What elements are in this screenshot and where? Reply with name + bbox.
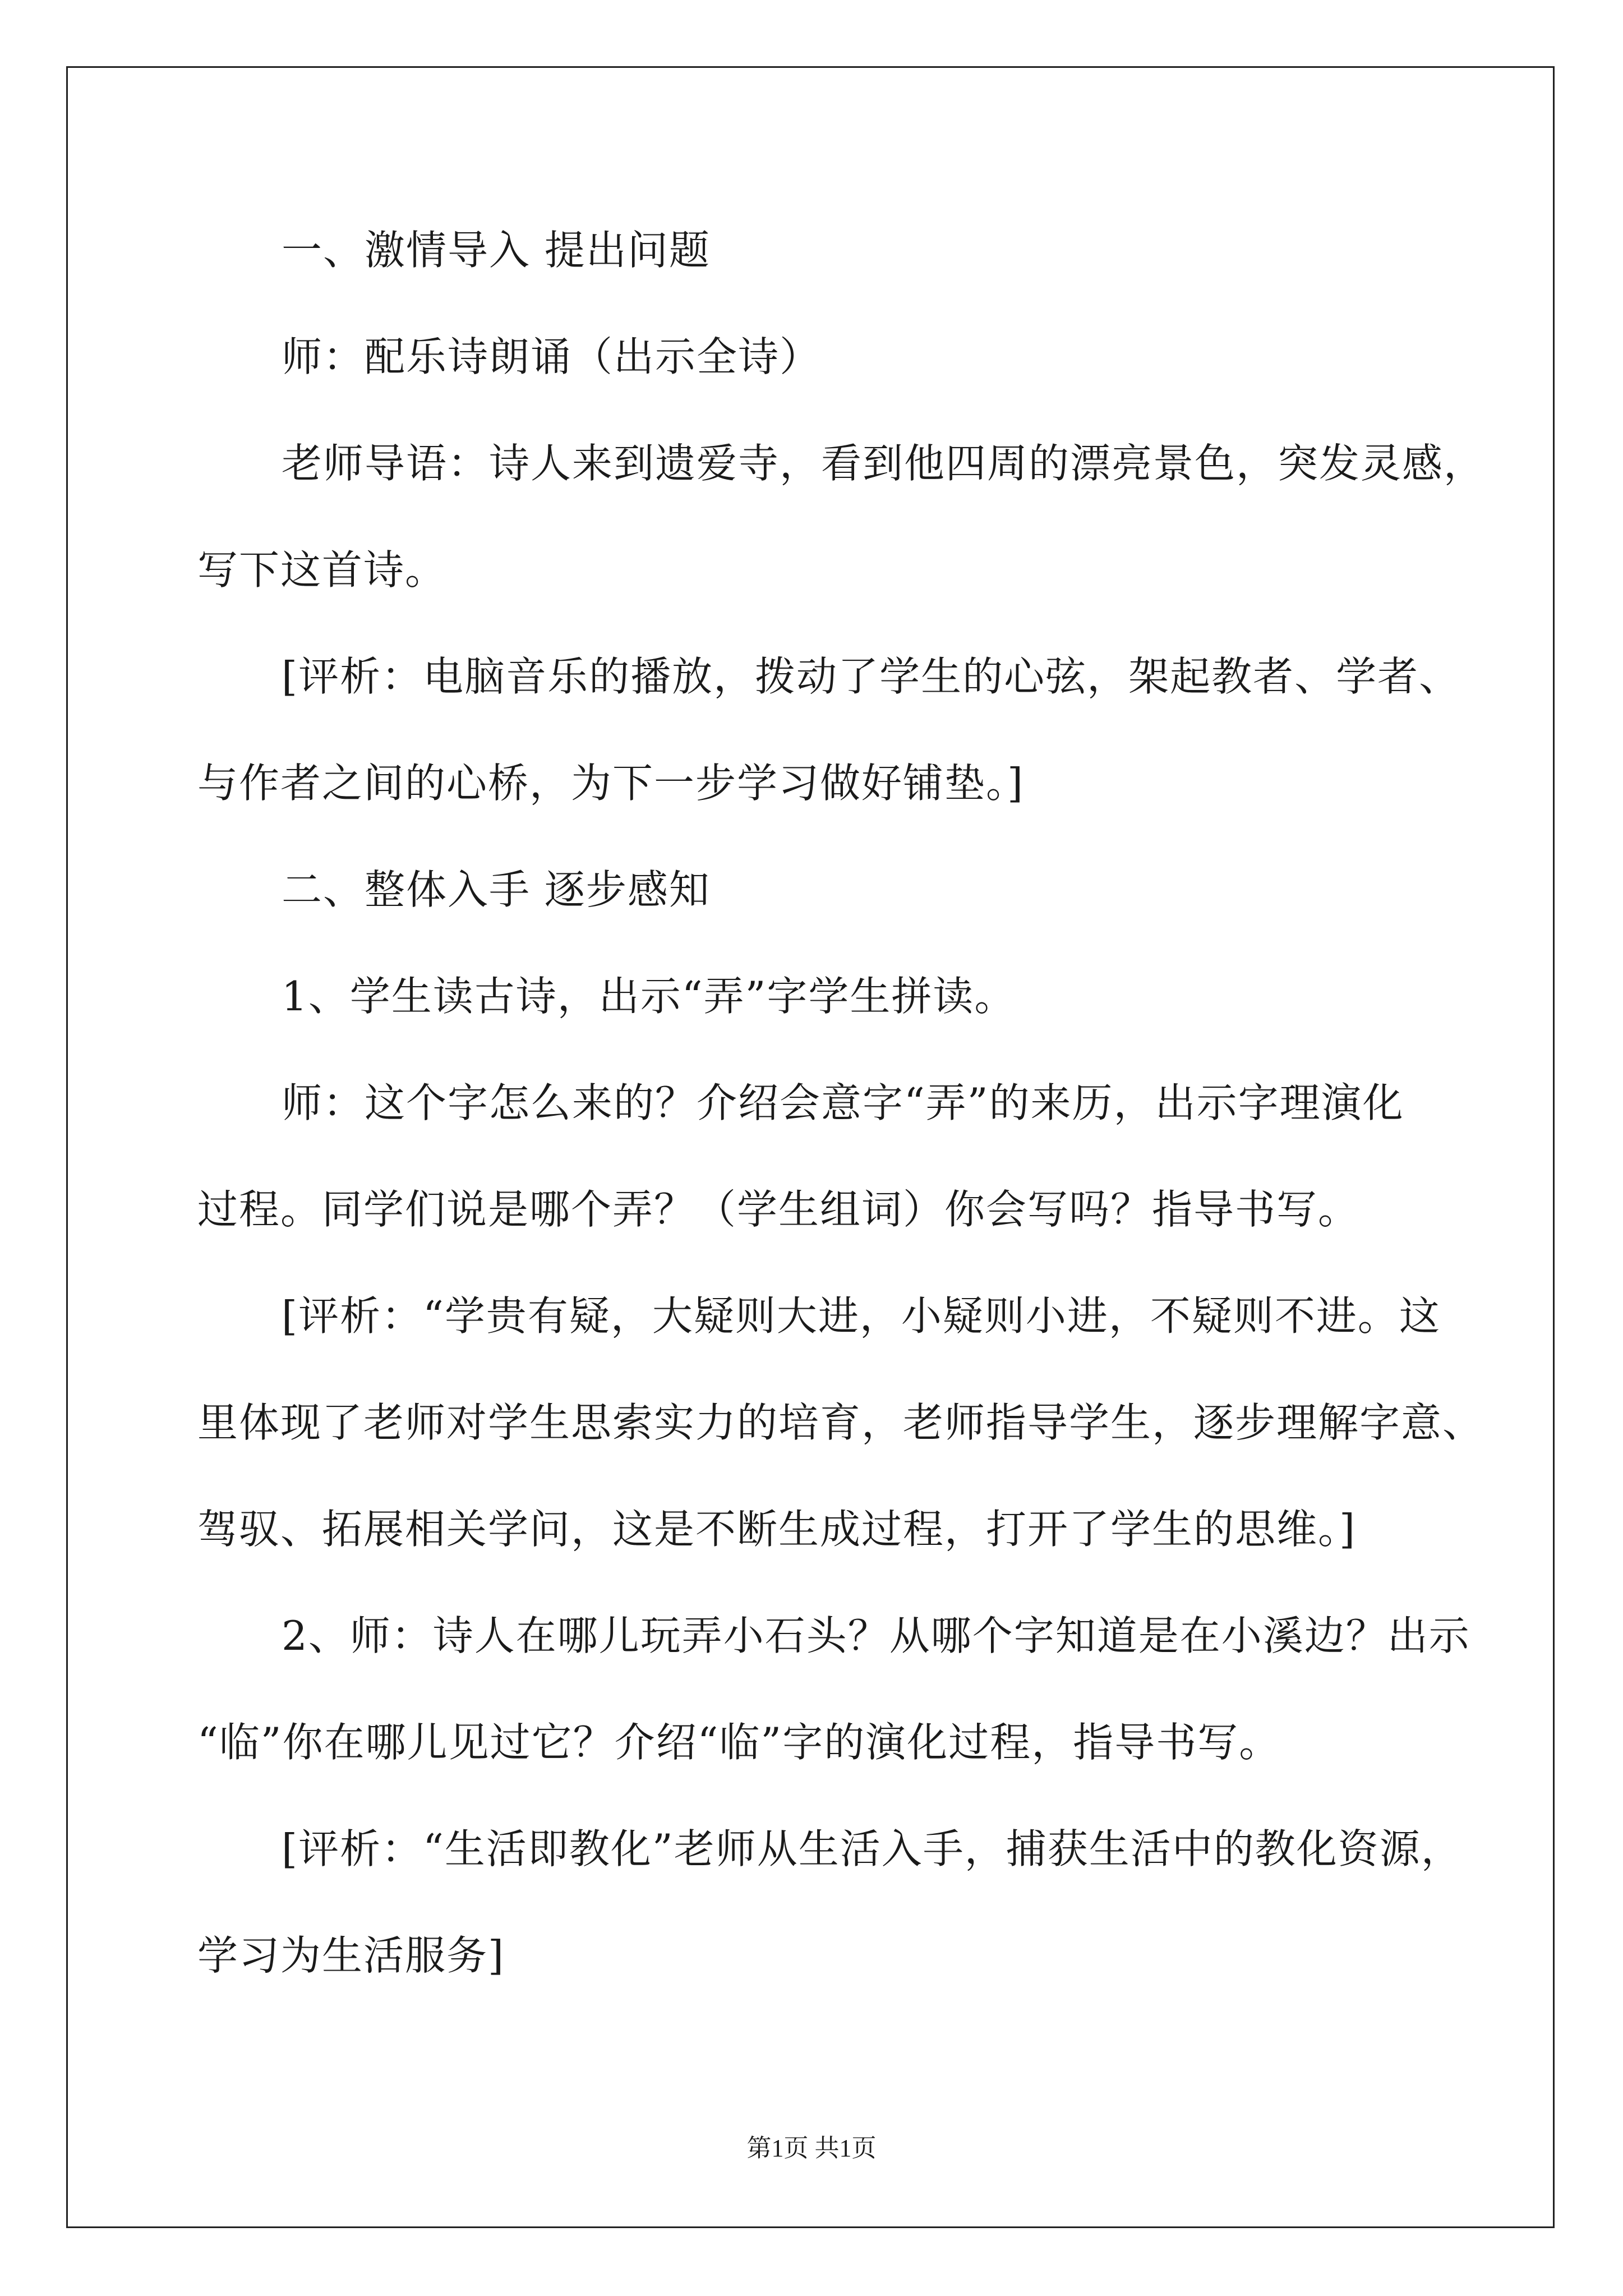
paragraph-line: 1、学生读古诗，出示“弄”字学生拼读。 (282, 973, 1016, 1020)
paragraph-line: “临”你在哪儿见过它？介绍“临”字的演化过程，指导书写。 (197, 1719, 1281, 1766)
heading-section-1: 一、激情导入 提出问题 (282, 227, 711, 274)
paragraph-line: 老师导语：诗人来到遗爱寺，看到他四周的漂亮景色，突发灵感， (282, 440, 1486, 487)
paragraph-line: [评析：“学贵有疑，大疑则大进，小疑则小进，不疑则不进。这 (282, 1292, 1441, 1340)
paragraph-line: 过程。同学们说是哪个弄？（学生组词）你会写吗？指导书写。 (197, 1186, 1360, 1233)
paragraph-line: 师：配乐诗朗诵（出示全诗） (282, 333, 822, 380)
paragraph-line: 里体现了老师对学生思索实力的培育，老师指导学生，逐步理解字意、 (197, 1399, 1484, 1446)
paragraph-line: 学习为生活服务] (197, 1932, 505, 1979)
page-footer: 第1页 共1页 (746, 2134, 877, 2162)
paragraph-line: 与作者之间的心桥，为下一步学习做好铺垫。] (197, 760, 1025, 807)
paragraph-line: 2、师：诗人在哪儿玩弄小石头？从哪个字知道是在小溪边？出示 (282, 1612, 1470, 1659)
paragraph-line: [评析：电脑音乐的播放，拨动了学生的心弦，架起教者、学者、 (282, 653, 1461, 700)
paragraph-line: 师：这个字怎么来的？介绍会意字“弄”的来历，出示字理演化 (282, 1079, 1404, 1126)
paragraph-line: 写下这首诗。 (197, 546, 447, 593)
heading-section-2: 二、整体入手 逐步感知 (282, 866, 711, 913)
page-border (66, 66, 1555, 2228)
paragraph-line: [评析：“生活即教化”老师从生活入手，捕获生活中的教化资源， (282, 1825, 1463, 1872)
paragraph-line: 驾驭、拓展相关学问，这是不断生成过程，打开了学生的思维。] (197, 1506, 1357, 1553)
